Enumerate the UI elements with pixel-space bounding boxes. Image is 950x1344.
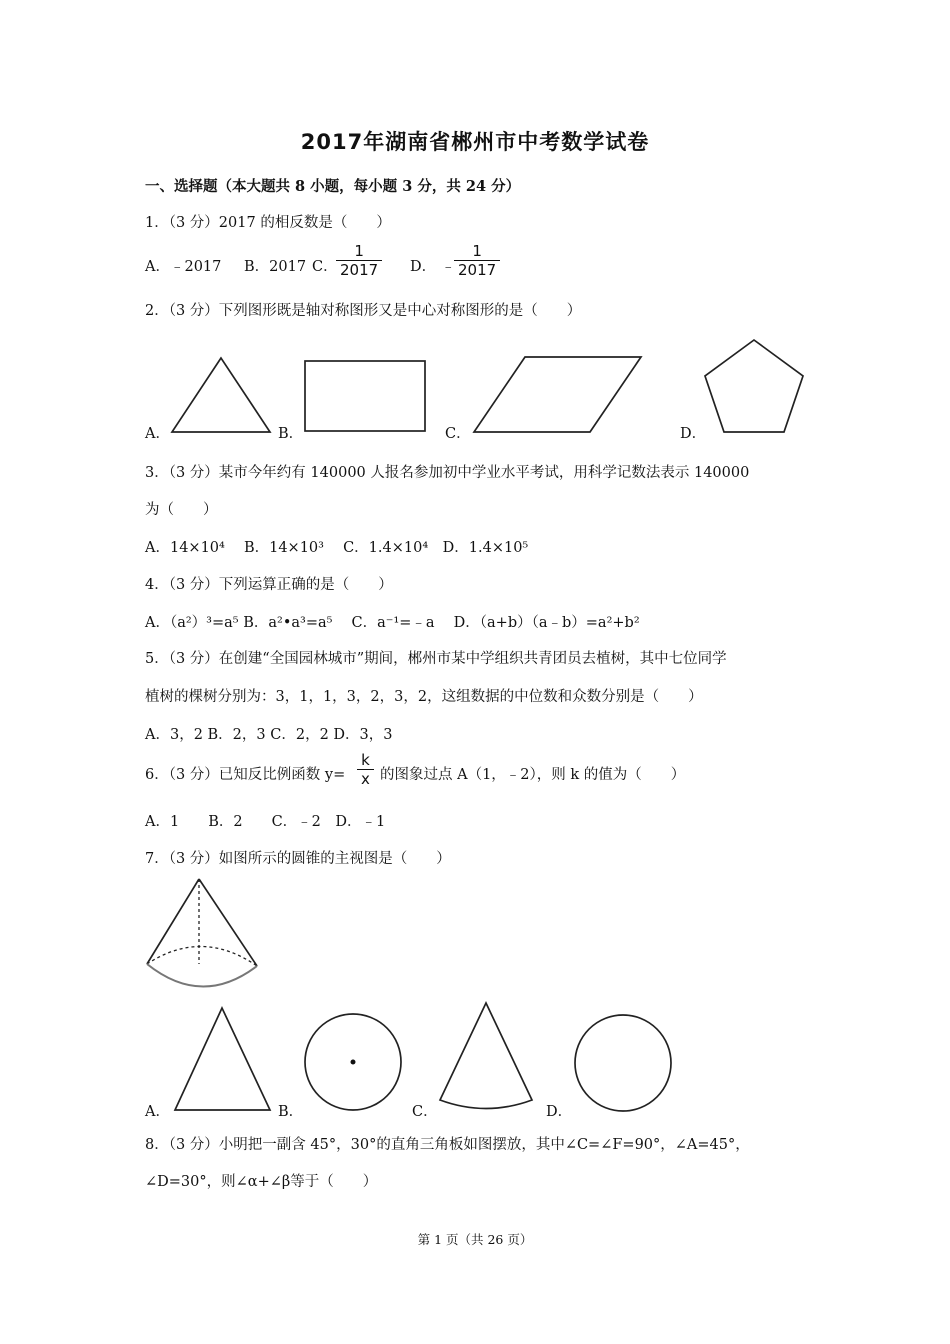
q4-options: A．（a²）³=a⁵ B．a²•a³=a⁵ C．a⁻¹=﹣a D．（a+b）（a﹣b）=a²+b² bbox=[145, 615, 640, 631]
q7-label-d: D． bbox=[546, 1104, 573, 1120]
q2-label-a: A． bbox=[145, 426, 170, 442]
q7-option-a-triangle bbox=[175, 1008, 270, 1110]
q1-option-c: C． bbox=[312, 259, 338, 275]
cone-base-front bbox=[147, 964, 257, 987]
q2-label-c: C． bbox=[445, 426, 471, 442]
q6-stem-pre: 6．（3 分）已知反比例函数 y= bbox=[145, 767, 346, 783]
q3-stem-line1: 3．（3 分）某市今年约有 140000 人报名参加初中学业水平考试，用科学记数法表示 140000 bbox=[145, 465, 750, 481]
fraction-denominator: x bbox=[357, 769, 374, 788]
fraction-numerator: 1 bbox=[354, 242, 364, 260]
q7-option-b-center-dot bbox=[351, 1060, 356, 1065]
q7-label-c: C． bbox=[412, 1104, 438, 1120]
q1-option-b: B．2017 bbox=[244, 259, 307, 275]
q5-stem-line1: 5．（3 分）在创建“全国园林城市”期间，郴州市某中学组织共青团员去植树，其中七位同学 bbox=[145, 651, 727, 667]
cone-left-slant bbox=[147, 879, 199, 964]
fraction-numerator: k bbox=[361, 751, 370, 769]
q2-stem: 2．（3 分）下列图形既是轴对称图形又是中心对称图形的是（ ） bbox=[145, 303, 582, 319]
q7-label-a: A． bbox=[145, 1104, 170, 1120]
q2-label-b: B． bbox=[278, 426, 304, 442]
q1-option-a: A．﹣2017 bbox=[145, 259, 222, 275]
q7-stem: 7．（3 分）如图所示的圆锥的主视图是（ ） bbox=[145, 851, 451, 867]
q8-stem-line2: ∠D=30°，则∠α+∠β等于（ ） bbox=[145, 1174, 378, 1190]
section-heading: 一、选择题（本大题共 8 小题，每小题 3 分，共 24 分） bbox=[145, 178, 521, 195]
q6-options: A．1 B．2 C．﹣2 D．﹣1 bbox=[145, 814, 386, 830]
q7-option-d-circle bbox=[575, 1015, 671, 1111]
q8-stem-line1: 8．（3 分）小明把一副含 45°，30°的直角三角板如图摆放，其中∠C=∠F=90°，∠A=45°， bbox=[145, 1137, 750, 1153]
q1-stem: 1．（3 分）2017 的相反数是（ ） bbox=[145, 215, 391, 231]
q7-label-b: B． bbox=[278, 1104, 304, 1120]
cone-right-slant bbox=[199, 879, 257, 966]
q4-stem: 4．（3 分）下列运算正确的是（ ） bbox=[145, 577, 393, 593]
q6-stem-post: 的图象过点 A（1，﹣2），则 k 的值为（ ） bbox=[380, 767, 686, 783]
q3-options: A．14×10⁴ B．14×10³ C．1.4×10⁴ D．1.4×10⁵ bbox=[145, 540, 529, 556]
q3-stem-line2: 为（ ） bbox=[145, 502, 218, 518]
page-footer: 第 1 页（共 26 页） bbox=[417, 1232, 533, 1247]
q2-label-d: D． bbox=[680, 426, 707, 442]
cone-base-back-dashed bbox=[147, 946, 257, 966]
q1-option-d: D． bbox=[410, 259, 437, 275]
paper-title: 2017年湖南省郴州市中考数学试卷 bbox=[300, 130, 650, 154]
q5-stem-line2: 植树的棵树分别为：3，1，1，3，2，3，2，这组数据的中位数和众数分别是（ ） bbox=[145, 689, 703, 705]
q5-options: A．3，2 B．2，3 C．2，2 D．3，3 bbox=[145, 727, 393, 743]
fraction-denominator: 2017 bbox=[454, 260, 500, 279]
q7-option-c-sector bbox=[440, 1003, 532, 1109]
fraction-denominator: 2017 bbox=[336, 260, 382, 279]
q1-option-d-minus: ﹣ bbox=[441, 259, 456, 275]
fraction-numerator: 1 bbox=[472, 242, 482, 260]
